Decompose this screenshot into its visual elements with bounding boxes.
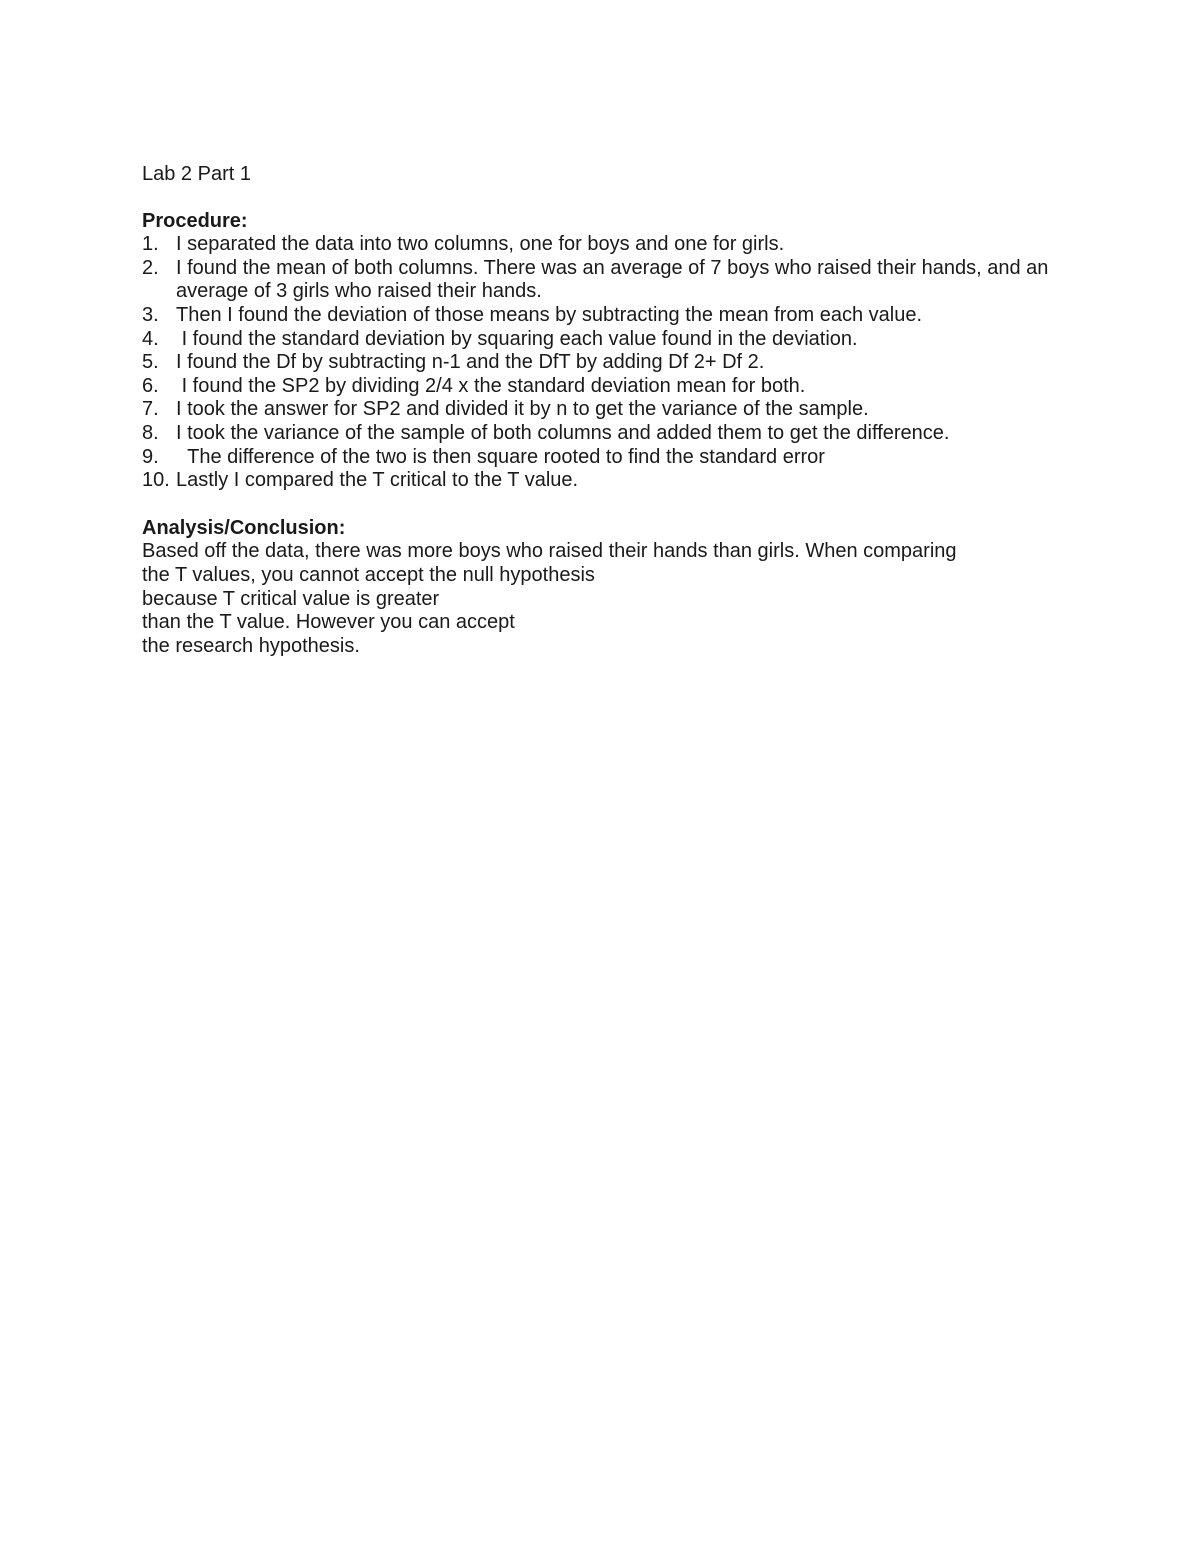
step-number: 8. — [142, 421, 159, 444]
step-number: 2. — [142, 256, 159, 279]
procedure-step — [142, 398, 1102, 422]
document-page — [142, 163, 1102, 658]
analysis-line: than the T value. However you can accept — [142, 611, 515, 634]
step-text: I took the answer for SP2 and divided it by n to get the variance of the sample. — [176, 398, 869, 421]
procedure-step — [142, 304, 1102, 328]
step-number: 10. — [142, 469, 170, 492]
analysis-line: because T critical value is greater — [142, 587, 440, 610]
analysis-line: Based off the data, there was more boys who raised their hands than girls. When comparing — [142, 540, 957, 563]
procedure-step — [142, 328, 1102, 352]
analysis-body — [142, 540, 1102, 658]
step-number: 9. — [142, 445, 159, 468]
step-text: I found the SP2 by dividing 2/4 x the standard deviation mean for both. — [176, 374, 806, 397]
analysis-heading: Analysis/Conclusion: — [142, 516, 346, 539]
procedure-heading: Procedure: — [142, 209, 248, 232]
step-text: The difference of the two is then square rooted to find the standard error — [176, 445, 825, 468]
procedure-step — [142, 375, 1102, 399]
procedure-step — [142, 469, 1102, 493]
step-text: I separated the data into two columns, one for boys and one for girls. — [176, 233, 785, 256]
procedure-step — [142, 422, 1102, 446]
step-text: Lastly I compared the T critical to the T value. — [176, 469, 579, 492]
step-text: I found the standard deviation by squaring each value found in the deviation. — [176, 327, 858, 350]
step-number: 1. — [142, 233, 159, 256]
analysis-line: the T values, you cannot accept the null hypothesis — [142, 563, 595, 586]
procedure-list — [142, 233, 1102, 493]
step-text: I took the variance of the sample of both columns and added them to get the difference. — [176, 421, 950, 444]
step-number: 3. — [142, 303, 159, 326]
step-text: I found the Df by subtracting n-1 and the DfT by adding Df 2+ Df 2. — [176, 351, 765, 374]
step-number: 4. — [142, 327, 159, 350]
step-text: I found the mean of both columns. There was an average of 7 boys who raised their hands, and an average of 3 girls who raised their hands. — [176, 256, 1054, 303]
document-title: Lab 2 Part 1 — [142, 163, 251, 185]
procedure-step — [142, 257, 1102, 304]
step-number: 5. — [142, 351, 159, 374]
procedure-step — [142, 351, 1102, 375]
step-text: Then I found the deviation of those means by subtracting the mean from each value. — [176, 303, 923, 326]
step-number: 6. — [142, 374, 159, 397]
procedure-step — [142, 446, 1102, 470]
analysis-line: the research hypothesis. — [142, 634, 360, 657]
procedure-step — [142, 233, 1102, 257]
step-number: 7. — [142, 398, 159, 421]
